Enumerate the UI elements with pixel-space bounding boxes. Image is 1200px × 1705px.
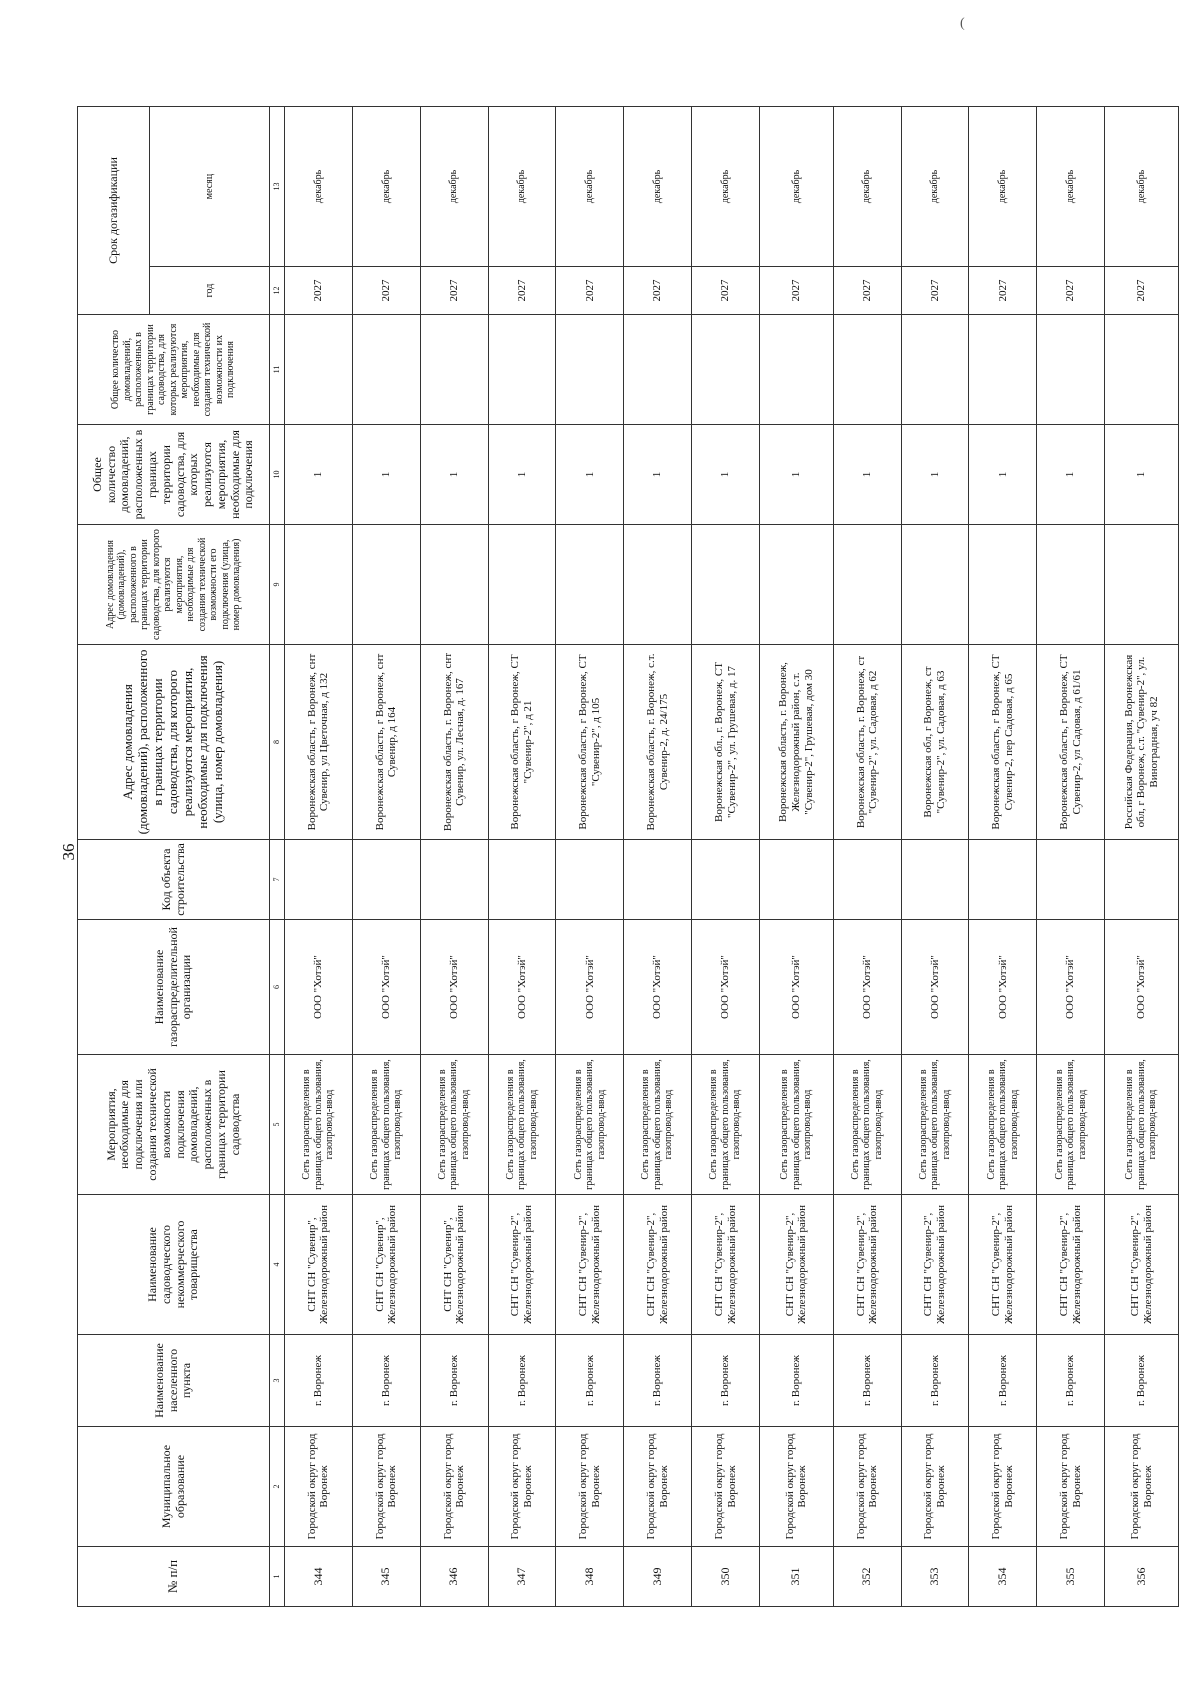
partnership-cell: СНТ СН "Сувенир", Железнодорожный район [420, 1195, 488, 1335]
table-row [760, 106, 834, 1606]
count-tech-cell [833, 315, 901, 425]
settlement-cell: г. Воронеж [692, 1335, 760, 1427]
measure-cell: Сеть газораспределения в границах общего пользования, газопровод-ввод [1105, 1055, 1179, 1195]
table-row [692, 106, 760, 1606]
measure-cell: Сеть газораспределения в границах общего пользования, газопровод-ввод [1037, 1055, 1105, 1195]
address-cell: Воронежская обл, г Воронеж, ст "Сувенир-2", ул. Садовая, д 63 [901, 645, 969, 840]
row-number: 350 [692, 1547, 760, 1607]
measure-cell: Сеть газораспределения в границах общего пользования, газопровод-ввод [833, 1055, 901, 1195]
partnership-cell: СНТ СН "Сувенир-2", Железнодорожный район [692, 1195, 760, 1335]
object-code-cell [488, 840, 556, 920]
address-tech-cell [1105, 525, 1179, 645]
object-code-cell [285, 840, 353, 920]
count-tech-cell [624, 315, 692, 425]
year-cell: 2027 [692, 267, 760, 315]
partnership-cell: СНТ СН "Сувенир", Железнодорожный район [352, 1195, 420, 1335]
year-cell: 2027 [624, 267, 692, 315]
column-number: 8 [270, 645, 285, 840]
table-row [833, 106, 901, 1606]
month-cell: декабрь [692, 106, 760, 266]
address-cell: Воронежская область, г Воронеж, СТ "Сувенир-2", д 21 [488, 645, 556, 840]
row-number: 345 [352, 1547, 420, 1607]
month-cell: декабрь [833, 106, 901, 266]
column-number: 12 [270, 267, 285, 315]
municipality-cell: Городской округ город Воронеж [969, 1427, 1037, 1547]
header-deadline: Срок догазификации [78, 106, 150, 314]
column-number: 9 [270, 525, 285, 645]
count-connect-cell: 1 [692, 425, 760, 525]
year-cell: 2027 [285, 267, 353, 315]
measure-cell: Сеть газораспределения в границах общего пользования, газопровод-ввод [352, 1055, 420, 1195]
gas-org-cell: ООО "Хотэй" [692, 920, 760, 1055]
address-tech-cell [760, 525, 834, 645]
count-connect-cell: 1 [1105, 425, 1179, 525]
partnership-cell: СНТ СН "Сувенир-2", Железнодорожный район [1105, 1195, 1179, 1335]
header-partnership: Наименование садоводческого некоммерческого товарищества [78, 1195, 270, 1335]
address-cell: Воронежская область, г Воронеж, снт Сувенир, ул Цветочная, д 132 [285, 645, 353, 840]
address-tech-cell [556, 525, 624, 645]
row-number: 356 [1105, 1547, 1179, 1607]
gas-org-cell: ООО "Хотэй" [1105, 920, 1179, 1055]
column-number: 1 [270, 1547, 285, 1607]
object-code-cell [760, 840, 834, 920]
address-cell: Воронежская область, г. Воронеж, с.т. Сувенир-2, д. 24/175 [624, 645, 692, 840]
address-tech-cell [285, 525, 353, 645]
table-row [1037, 106, 1105, 1606]
address-tech-cell [692, 525, 760, 645]
header-count-connect: Общее количество домовладений, расположенных в границах территории садоводства, для которых реализуются мероприятия, необходимые для подключения [78, 425, 270, 525]
gas-org-cell: ООО "Хотэй" [833, 920, 901, 1055]
year-cell: 2027 [969, 267, 1037, 315]
count-connect-cell: 1 [969, 425, 1037, 525]
partnership-cell: СНТ СН "Сувенир-2", Железнодорожный район [833, 1195, 901, 1335]
count-tech-cell [1105, 315, 1179, 425]
measure-cell: Сеть газораспределения в границах общего пользования, газопровод-ввод [760, 1055, 834, 1195]
gas-org-cell: ООО "Хотэй" [624, 920, 692, 1055]
address-cell: Воронежская область, г. Воронеж, ст "Сувенир-2", ул. Садовая, д 62 [833, 645, 901, 840]
table-row [352, 106, 420, 1606]
month-cell: декабрь [352, 106, 420, 266]
settlement-cell: г. Воронеж [556, 1335, 624, 1427]
object-code-cell [1037, 840, 1105, 920]
count-connect-cell: 1 [420, 425, 488, 525]
header-month: месяц [150, 106, 270, 266]
header-municipality: Муниципальное образование [78, 1427, 270, 1547]
month-cell: декабрь [556, 106, 624, 266]
header-object-code: Код объекта строительства [78, 840, 270, 920]
row-number: 349 [624, 1547, 692, 1607]
partnership-cell: СНТ СН "Сувенир-2", Железнодорожный район [901, 1195, 969, 1335]
municipality-cell: Городской округ город Воронеж [901, 1427, 969, 1547]
header-measures: Мероприятия, необходимые для подключения или создания технической возможности подключения домовладений, расположенных в границах территории садоводства [78, 1055, 270, 1195]
measure-cell: Сеть газораспределения в границах общего пользования, газопровод-ввод [692, 1055, 760, 1195]
municipality-cell: Городской округ город Воронеж [488, 1427, 556, 1547]
table-row [488, 106, 556, 1606]
table-body [285, 106, 1179, 1606]
count-connect-cell: 1 [624, 425, 692, 525]
object-code-cell [901, 840, 969, 920]
column-number-row [270, 106, 285, 1606]
municipality-cell: Городской округ город Воронеж [420, 1427, 488, 1547]
settlement-cell: г. Воронеж [1037, 1335, 1105, 1427]
address-tech-cell [901, 525, 969, 645]
address-cell: Российская Федерация, Воронежская обл, г Воронеж, с.т. "Сувенир-2", ул. Виноградная, уч 82 [1105, 645, 1179, 840]
month-cell: декабрь [969, 106, 1037, 266]
row-number: 353 [901, 1547, 969, 1607]
settlement-cell: г. Воронеж [285, 1335, 353, 1427]
settlement-cell: г. Воронеж [488, 1335, 556, 1427]
settlement-cell: г. Воронеж [352, 1335, 420, 1427]
table-row [556, 106, 624, 1606]
object-code-cell [969, 840, 1037, 920]
gas-org-cell: ООО "Хотэй" [488, 920, 556, 1055]
count-connect-cell: 1 [352, 425, 420, 525]
year-cell: 2027 [488, 267, 556, 315]
column-number: 11 [270, 315, 285, 425]
address-tech-cell [488, 525, 556, 645]
year-cell: 2027 [760, 267, 834, 315]
page-number: 36 [59, 843, 78, 861]
year-cell: 2027 [833, 267, 901, 315]
table-row [1105, 106, 1179, 1606]
column-number: 5 [270, 1055, 285, 1195]
object-code-cell [352, 840, 420, 920]
municipality-cell: Городской округ город Воронеж [1037, 1427, 1105, 1547]
count-connect-cell: 1 [760, 425, 834, 525]
table-row [420, 106, 488, 1606]
gas-org-cell: ООО "Хотэй" [556, 920, 624, 1055]
measure-cell: Сеть газораспределения в границах общего пользования, газопровод-ввод [901, 1055, 969, 1195]
table-row [624, 106, 692, 1606]
measure-cell: Сеть газораспределения в границах общего пользования, газопровод-ввод [624, 1055, 692, 1195]
count-tech-cell [420, 315, 488, 425]
measure-cell: Сеть газораспределения в границах общего пользования, газопровод-ввод [488, 1055, 556, 1195]
year-cell: 2027 [1105, 267, 1179, 315]
column-number: 7 [270, 840, 285, 920]
address-cell: Воронежская область, г Воронеж, снт Сувенир, д 164 [352, 645, 420, 840]
object-code-cell [624, 840, 692, 920]
month-cell: декабрь [420, 106, 488, 266]
month-cell: декабрь [1037, 106, 1105, 266]
year-cell: 2027 [556, 267, 624, 315]
partnership-cell: СНТ СН "Сувенир-2", Железнодорожный район [624, 1195, 692, 1335]
month-cell: декабрь [285, 106, 353, 266]
partnership-cell: СНТ СН "Сувенир-2", Железнодорожный район [760, 1195, 834, 1335]
rotated-table-container [77, 107, 1179, 1607]
settlement-cell: г. Воронеж [420, 1335, 488, 1427]
address-tech-cell [420, 525, 488, 645]
row-number: 347 [488, 1547, 556, 1607]
column-number: 10 [270, 425, 285, 525]
municipality-cell: Городской округ город Воронеж [692, 1427, 760, 1547]
gasification-register-table [77, 106, 1179, 1607]
count-tech-cell [352, 315, 420, 425]
column-number: 2 [270, 1427, 285, 1547]
year-cell: 2027 [1037, 267, 1105, 315]
row-number: 355 [1037, 1547, 1105, 1607]
municipality-cell: Городской округ город Воронеж [352, 1427, 420, 1547]
settlement-cell: г. Воронеж [760, 1335, 834, 1427]
gas-org-cell: ООО "Хотэй" [1037, 920, 1105, 1055]
header-address-tech: Адрес домовладения (домовладений), расположенного в границах территории садоводства, для которого реализуются мероприятия, необходимые для создания технической возможности его подключения (улица, номер домовладения) [78, 525, 270, 645]
row-number: 346 [420, 1547, 488, 1607]
measure-cell: Сеть газораспределения в границах общего пользования, газопровод-ввод [969, 1055, 1037, 1195]
count-tech-cell [760, 315, 834, 425]
municipality-cell: Городской округ город Воронеж [760, 1427, 834, 1547]
measure-cell: Сеть газораспределения в границах общего пользования, газопровод-ввод [420, 1055, 488, 1195]
municipality-cell: Городской округ город Воронеж [556, 1427, 624, 1547]
address-cell: Воронежская область, г. Воронеж, снт Сувенир, ул. Лесная, д. 167 [420, 645, 488, 840]
count-tech-cell [285, 315, 353, 425]
count-tech-cell [969, 315, 1037, 425]
address-tech-cell [624, 525, 692, 645]
column-number: 4 [270, 1195, 285, 1335]
row-number: 351 [760, 1547, 834, 1607]
count-connect-cell: 1 [556, 425, 624, 525]
object-code-cell [420, 840, 488, 920]
header-year: год [150, 267, 270, 315]
gas-org-cell: ООО "Хотэй" [760, 920, 834, 1055]
month-cell: декабрь [624, 106, 692, 266]
count-connect-cell: 1 [833, 425, 901, 525]
count-tech-cell [692, 315, 760, 425]
row-number: 352 [833, 1547, 901, 1607]
table-row [901, 106, 969, 1606]
table-row [285, 106, 353, 1606]
year-cell: 2027 [352, 267, 420, 315]
object-code-cell [833, 840, 901, 920]
address-tech-cell [352, 525, 420, 645]
count-connect-cell: 1 [901, 425, 969, 525]
gas-org-cell: ООО "Хотэй" [352, 920, 420, 1055]
row-number: 354 [969, 1547, 1037, 1607]
measure-cell: Сеть газораспределения в границах общего пользования, газопровод-ввод [285, 1055, 353, 1195]
address-cell: Воронежская область, г Воронеж, СТ "Сувенир-2", д 105 [556, 645, 624, 840]
partnership-cell: СНТ СН "Сувенир", Железнодорожный район [285, 1195, 353, 1335]
address-cell: Воронежская область, г Воронеж, СТ Сувенир-2, ул Садовая, д 61/61 [1037, 645, 1105, 840]
address-cell: Воронежская область, г Воронеж, СТ Сувенир-2, пер Садовая, д 65 [969, 645, 1037, 840]
header-gas-org: Наименование газораспределительной организации [78, 920, 270, 1055]
object-code-cell [556, 840, 624, 920]
settlement-cell: г. Воронеж [833, 1335, 901, 1427]
municipality-cell: Городской округ город Воронеж [285, 1427, 353, 1547]
header-num: № п/п [78, 1547, 270, 1607]
municipality-cell: Городской округ город Воронеж [1105, 1427, 1179, 1547]
address-tech-cell [969, 525, 1037, 645]
partnership-cell: СНТ СН "Сувенир-2", Железнодорожный район [556, 1195, 624, 1335]
column-number: 6 [270, 920, 285, 1055]
count-tech-cell [901, 315, 969, 425]
partnership-cell: СНТ СН "Сувенир-2", Железнодорожный район [488, 1195, 556, 1335]
count-connect-cell: 1 [285, 425, 353, 525]
column-number: 13 [270, 106, 285, 266]
column-number: 3 [270, 1335, 285, 1427]
count-connect-cell: 1 [488, 425, 556, 525]
object-code-cell [1105, 840, 1179, 920]
address-tech-cell [1037, 525, 1105, 645]
partnership-cell: СНТ СН "Сувенир-2", Железнодорожный район [1037, 1195, 1105, 1335]
year-cell: 2027 [901, 267, 969, 315]
address-cell: Воронежская обл., г. Воронеж, СТ "Сувенир-2", ул. Грушевая, д. 17 [692, 645, 760, 840]
settlement-cell: г. Воронеж [624, 1335, 692, 1427]
gas-org-cell: ООО "Хотэй" [901, 920, 969, 1055]
gas-org-cell: ООО "Хотэй" [285, 920, 353, 1055]
header-address: Адрес домовладения (домовладений), расположенного в границах территории садоводства, для которого реализуются мероприятия, необходимые для подключения (улица, номер домовладения) [78, 645, 270, 840]
settlement-cell: г. Воронеж [1105, 1335, 1179, 1427]
address-cell: Воронежская область, г. Воронеж, Железнодорожный район, с.т. "Сувенир-2", Грушевая, дом 30 [760, 645, 834, 840]
month-cell: декабрь [488, 106, 556, 266]
header-count-tech: Общее количество домовладений, расположенных в границах территории садоводства, для которых реализуются мероприятия, необходимые для создания технической возможности их подключения [78, 315, 270, 425]
measure-cell: Сеть газораспределения в границах общего пользования, газопровод-ввод [556, 1055, 624, 1195]
object-code-cell [692, 840, 760, 920]
municipality-cell: Городской округ город Воронеж [624, 1427, 692, 1547]
count-tech-cell [1037, 315, 1105, 425]
month-cell: декабрь [901, 106, 969, 266]
partnership-cell: СНТ СН "Сувенир-2", Железнодорожный район [969, 1195, 1037, 1335]
gas-org-cell: ООО "Хотэй" [969, 920, 1037, 1055]
gas-org-cell: ООО "Хотэй" [420, 920, 488, 1055]
table-row [969, 106, 1037, 1606]
row-number: 348 [556, 1547, 624, 1607]
settlement-cell: г. Воронеж [969, 1335, 1037, 1427]
municipality-cell: Городской округ город Воронеж [833, 1427, 901, 1547]
count-tech-cell [488, 315, 556, 425]
count-tech-cell [556, 315, 624, 425]
corner-mark: ( [960, 16, 965, 31]
month-cell: декабрь [1105, 106, 1179, 266]
count-connect-cell: 1 [1037, 425, 1105, 525]
year-cell: 2027 [420, 267, 488, 315]
month-cell: декабрь [760, 106, 834, 266]
row-number: 344 [285, 1547, 353, 1607]
header-settlement: Наименование населенного пункта [78, 1335, 270, 1427]
address-tech-cell [833, 525, 901, 645]
settlement-cell: г. Воронеж [901, 1335, 969, 1427]
